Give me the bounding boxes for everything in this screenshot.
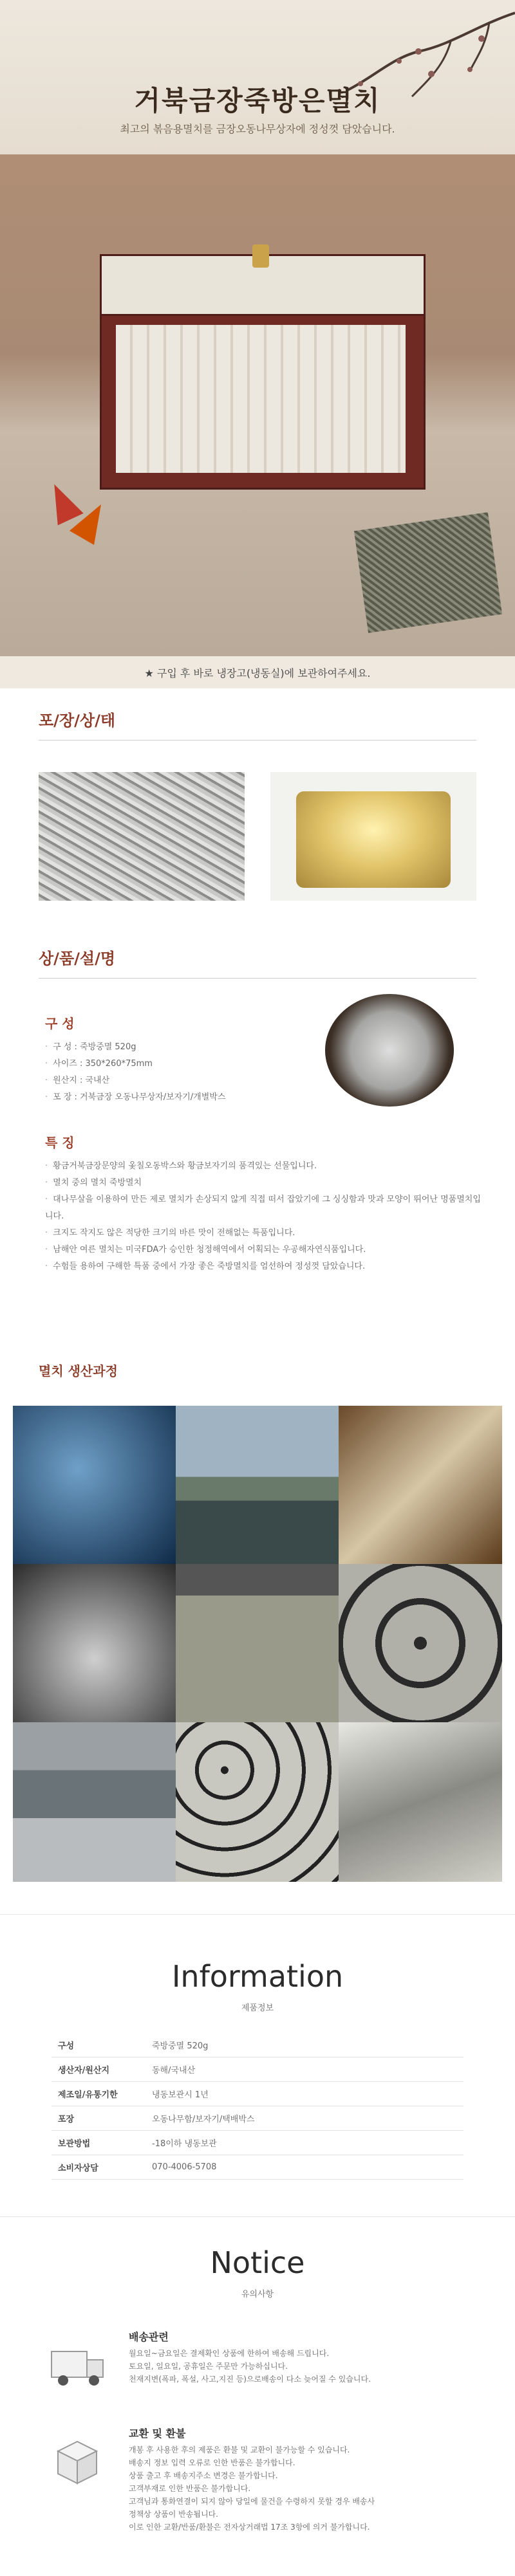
divider [39,740,476,741]
table-row [52,2131,464,2155]
notice-subtitle: 유의사항 [241,2290,274,2299]
product-title: 상/품/설/명 [39,950,116,968]
gold-wrapping-cloth [296,791,451,888]
delivery-notice [45,2329,470,2413]
notice-line: 정책상 상품이 반송됩니다. [129,2510,218,2519]
notice-line: 고객님과 통화연결이 되지 않아 당일에 물건을 수령하지 못할 경우 배송사 [129,2497,375,2506]
process-photo [176,1406,339,1564]
feature-item: · 멸치 중의 멸치 죽방멸치 [45,1175,483,1191]
table-row [52,2082,464,2106]
information-table [52,2033,464,2180]
features-list [45,1158,483,1275]
anchovy-bowl-photo [325,994,454,1107]
info-value: 냉동보관시 1년 [145,2082,464,2106]
info-value: 동해/국내산 [145,2057,464,2082]
composition-item: · 사이즈 : 350*260*75mm [45,1056,225,1072]
gold-wrap-photo [270,772,476,901]
info-label: 보관방법 [52,2131,145,2155]
feature-item: · 황금거북금장문양의 옻칠오동박스와 황금보자기의 품격있는 선물입니다. [45,1158,483,1175]
info-label: 제조일/유통기한 [52,2082,145,2106]
table-row [52,2057,464,2082]
delivery-title: 배송관련 [129,2331,169,2343]
info-label: 포장 [52,2106,145,2131]
process-photo [339,1564,502,1722]
return-title: 교환 및 환불 [129,2427,186,2440]
info-value: -18이하 냉동보관 [145,2131,464,2155]
storage-note-bar [0,656,515,688]
information-subtitle: 제품정보 [241,2003,274,2013]
notice-line: 이로 인한 교환/반품/환불은 전자상거래법 17조 3항에 의거 불가합니다. [129,2523,370,2532]
info-value: 죽방중멸 520g [145,2033,464,2057]
info-label: 소비자상담 [52,2155,145,2180]
process-photo [339,1722,502,1882]
info-value: 070-4006-5708 [145,2155,464,2180]
feature-item: · 남해안 여른 멸치는 미국FDA가 승인한 청정해역에서 어획되는 우공해자연식품입니다. [45,1242,483,1258]
storage-note: ★ 구입 후 바로 냉장고(냉동실)에 보관하여주세요. [144,667,371,679]
anchovy-tray [116,325,406,473]
information-title: Information [171,1959,344,1994]
info-label: 구성 [52,2033,145,2057]
notice-line: 배송지 정보 입력 오류로 인한 반품은 불가합니다. [129,2458,295,2467]
divider [0,1914,515,1915]
hero-title: 거북금장죽방은멸치 [134,85,381,116]
gift-box-photo [0,154,515,656]
delivery-truck-icon [45,2335,109,2393]
table-row [52,2106,464,2131]
feature-item: · 수험들 용하여 구해한 특품 중에서 가장 좋은 죽방멸치를 엄선하여 정성껏 담았습니다. [45,1258,483,1275]
info-label: 생산자/원산지 [52,2057,145,2082]
process-photo [176,1722,339,1882]
table-row [52,2155,464,2180]
bamboo-mat [354,512,502,633]
divider [39,978,476,979]
return-box-icon [45,2432,109,2490]
notice-line: 개봉 후 사용한 후의 제품은 환불 및 교환이 불가능할 수 있습니다. [129,2445,350,2454]
info-value: 오동나무함/보자기/택배박스 [145,2106,464,2131]
notice-line: 월요일~금요일은 결제확인 상품에 한하여 배송해 드립니다. [129,2349,330,2358]
notice-line: 고객부재로 인한 반품은 불가합니다. [129,2484,251,2493]
hero-banner [0,0,515,688]
plum-branch-illustration [322,0,515,142]
anchovy-closeup-photo [39,772,245,901]
table-row [52,2033,464,2057]
return-list [129,2443,375,2534]
composition-item: · 원산지 : 국내산 [45,1072,225,1089]
composition-list [45,1039,225,1106]
delivery-list [129,2347,371,2386]
process-photo [13,1722,176,1882]
packaging-title: 포/장/상/태 [39,712,116,730]
return-notice [45,2425,470,2554]
feature-item: · 크지도 작지도 않은 적당한 크기의 바른 맛이 전해없는 특품입니다. [45,1225,483,1242]
composition-item: · 구 성 : 죽방중멸 520g [45,1039,225,1056]
composition-title: 구 성 [45,1016,75,1031]
divider [0,2216,515,2217]
process-photo [13,1406,176,1564]
process-photo [339,1406,502,1564]
brass-clasp-icon [252,244,269,268]
feature-item: · 대나무살을 이용하여 만든 제로 멸치가 손상되지 않게 직접 떠서 잡았기에 그 싱싱함과 맛과 모양이 뛰어난 명품멸치입니다. [45,1191,483,1225]
notice-title: Notice [210,2245,305,2280]
composition-item: · 포 장 : 거북금장 오동나무상자/보자기/개별박스 [45,1089,225,1106]
process-photo [176,1564,339,1722]
process-photo [13,1564,176,1722]
notice-line: 상품 출고 후 배송지주소 변경은 불가합니다. [129,2471,278,2480]
hero-subtitle: 최고의 볶음용멸치를 금장오동나무상자에 정성껏 담았습니다. [120,123,395,135]
process-title: 멸치 생산과정 [39,1363,118,1379]
notice-line: 천재지변(폭파, 폭설, 사고,지진 등)으로배송이 다소 늦어질 수 있습니다. [129,2375,371,2384]
process-photo-grid [13,1406,502,1882]
features-title: 특 징 [45,1135,75,1150]
notice-line: 토요일, 일요일, 공휴일은 주문만 가능하십니다. [129,2362,288,2371]
